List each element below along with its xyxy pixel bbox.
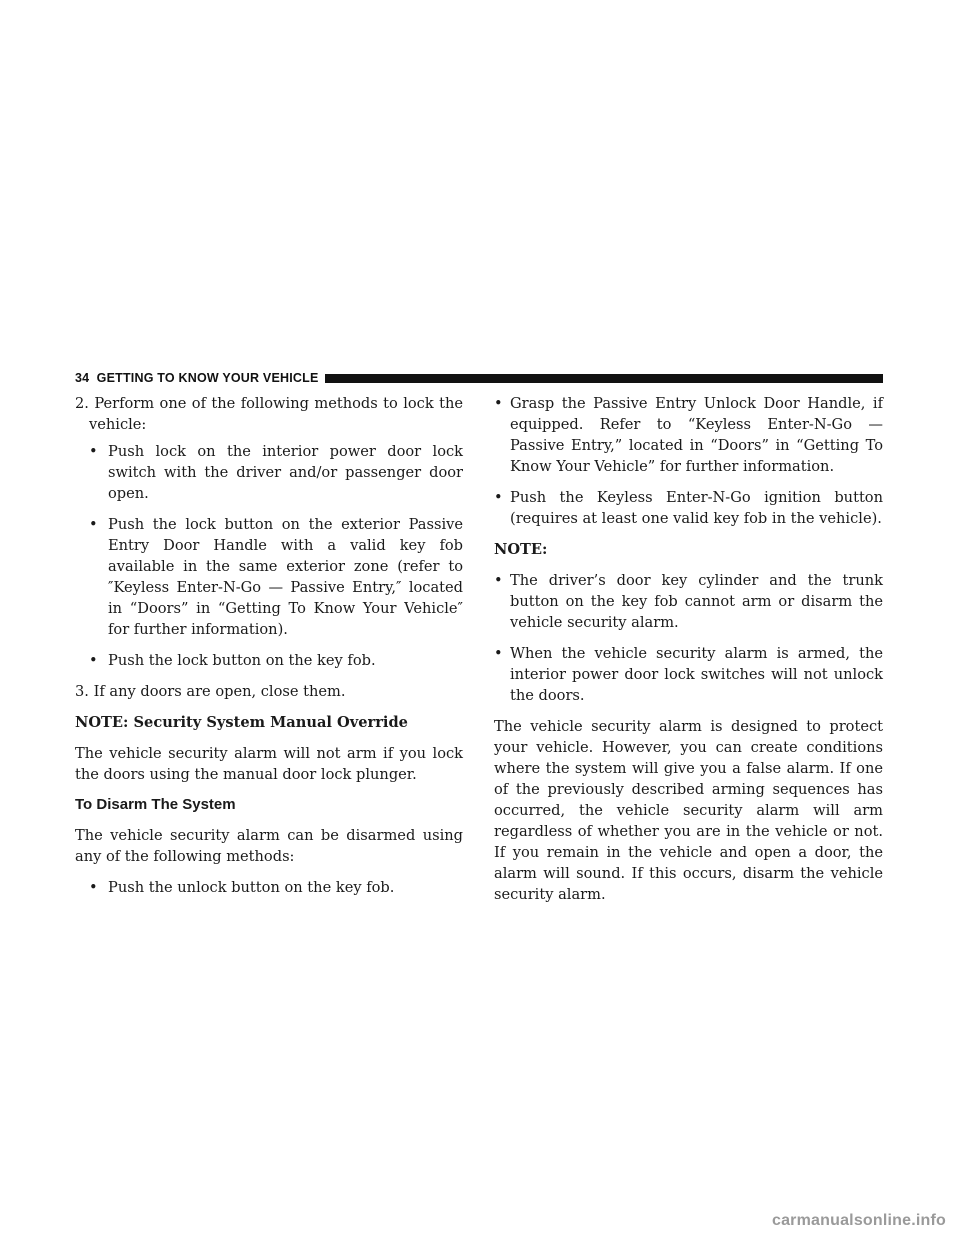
- closing-paragraph: The vehicle security alarm is designed to protect your vehicle. However, you can create conditions where the system will give you a false alarm. If one of the previously described arming sequences has occurred, the vehicle security alarm will arm regardless of whether you are in the vehicle or not. If you remain in the vehicle and open a door, the alarm will sound. If this occurs, disarm the vehicle security alarm.: [494, 718, 883, 903]
- list-item-text: Grasp the Passive Entry Unlock Door Handle, if equipped. Refer to “Keyless Enter-N-Go — Passive Entry,” located in “Doors” in “Getting To Know Your Vehicle” for further information.: [510, 395, 883, 475]
- list-item-text: Push the unlock button on the key fob.: [108, 879, 395, 896]
- page-number: 34: [75, 371, 90, 385]
- step-3: 3. If any doors are open, close them.: [75, 683, 346, 700]
- list-item: [75, 514, 463, 640]
- bullet-icon: •: [89, 516, 98, 533]
- bullet-icon: •: [89, 443, 98, 460]
- list-item-text: Push the lock button on the exterior Passive Entry Door Handle with a valid key fob available in the same exterior zone (refer to ″Keyless Enter-N-Go — Passive Entry,″ located in “Doors” in “Getting To Know Your Vehicle″ for further information).: [108, 516, 463, 638]
- bullet-icon: •: [89, 652, 98, 669]
- section-title: GETTING TO KNOW YOUR VEHICLE: [96, 371, 319, 385]
- list-item: [75, 650, 463, 671]
- list-item-text: Push the Keyless Enter-N-Go ignition button (requires at least one valid key fob in the vehicle).: [510, 489, 883, 527]
- header-rule: [325, 374, 884, 383]
- page-header: [75, 371, 883, 385]
- list-item-text: Push lock on the interior power door lock switch with the driver and/or passenger door open.: [108, 443, 463, 502]
- watermark: carmanualsonline.info: [771, 1212, 946, 1229]
- list-item: [494, 393, 883, 477]
- note-text: The vehicle security alarm will not arm if you lock the doors using the manual door lock plunger.: [75, 745, 463, 783]
- section-heading: To Disarm The System: [75, 796, 236, 813]
- list-item-text: The driver’s door key cylinder and the trunk button on the key fob cannot arm or disarm the vehicle security alarm.: [510, 572, 883, 631]
- left-column: [75, 393, 463, 908]
- disarm-intro: The vehicle security alarm can be disarmed using any of the following methods:: [75, 827, 463, 865]
- list-item: [494, 643, 883, 706]
- list-item: [75, 441, 463, 504]
- note-heading: NOTE:: [494, 541, 548, 558]
- list-item-text: When the vehicle security alarm is armed, the interior power door lock switches will not unlock the doors.: [510, 645, 883, 704]
- bullet-icon: •: [494, 572, 503, 589]
- bullet-icon: •: [494, 395, 503, 412]
- bullet-icon: •: [89, 879, 98, 896]
- bullet-icon: •: [494, 489, 503, 506]
- list-item: [494, 487, 883, 529]
- list-item: [494, 570, 883, 633]
- list-item: [75, 877, 463, 898]
- note-heading: NOTE: Security System Manual Override: [75, 714, 408, 731]
- right-column: [494, 393, 883, 915]
- page-header-text: [75, 371, 319, 385]
- step-2: 2. Perform one of the following methods to lock the vehicle:: [75, 395, 463, 433]
- bullet-icon: •: [494, 645, 503, 662]
- list-item-text: Push the lock button on the key fob.: [108, 652, 376, 669]
